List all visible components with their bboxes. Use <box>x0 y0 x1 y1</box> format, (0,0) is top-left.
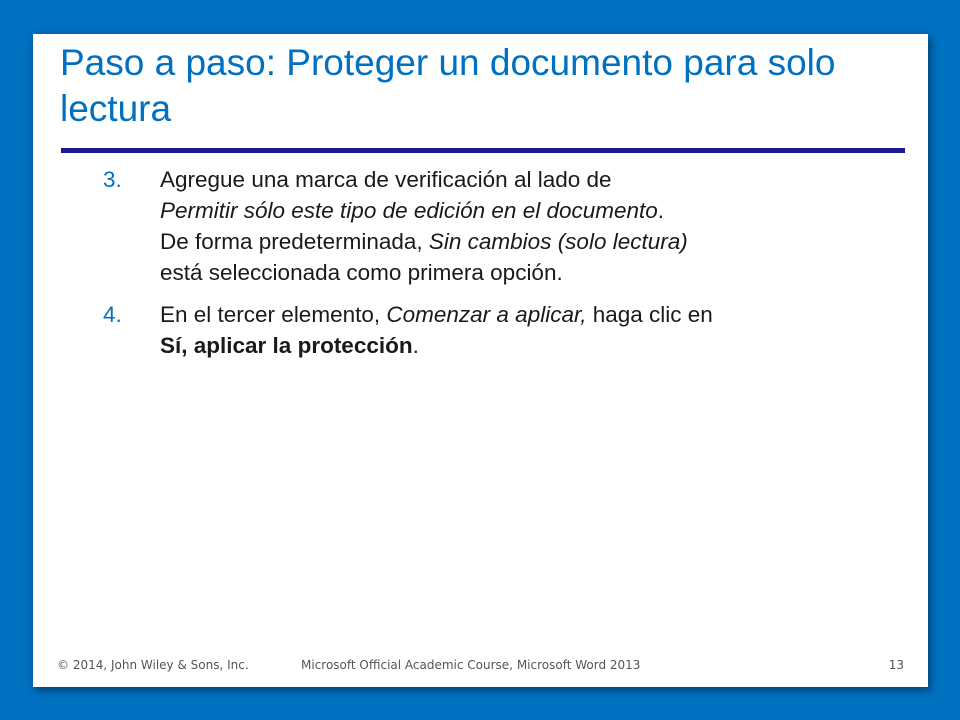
step-text: haga clic en <box>586 302 713 327</box>
step-item-3 <box>103 164 883 288</box>
step-item-4 <box>103 299 883 361</box>
slide <box>33 34 928 687</box>
option-name: Sin cambios (solo lectura) <box>428 229 688 254</box>
step-list <box>103 164 883 372</box>
option-name: Comenzar a aplicar, <box>386 302 587 327</box>
option-name: Permitir sólo este tipo de edición en el documento <box>160 198 658 223</box>
title-underline <box>61 148 905 153</box>
footer-copyright: © 2014, John Wiley & Sons, Inc. <box>57 658 249 672</box>
step-text: está seleccionada como primera opción. <box>160 260 563 285</box>
step-number: 4. <box>103 302 122 327</box>
step-text: Agregue una marca de verificación al lado de <box>160 167 612 192</box>
slide-title: Paso a paso: Proteger un documento para solo lectura <box>60 42 836 129</box>
button-name: Sí, aplicar la protección <box>160 333 413 358</box>
footer-course: Microsoft Official Academic Course, Microsoft Word 2013 <box>301 658 641 672</box>
step-text: . <box>657 198 665 223</box>
step-text: . <box>412 333 419 358</box>
step-text: En el tercer elemento, <box>160 302 387 327</box>
footer-page-number: 13 <box>888 658 904 672</box>
step-text: De forma predeterminada, <box>160 229 429 254</box>
step-number: 3. <box>103 167 122 192</box>
